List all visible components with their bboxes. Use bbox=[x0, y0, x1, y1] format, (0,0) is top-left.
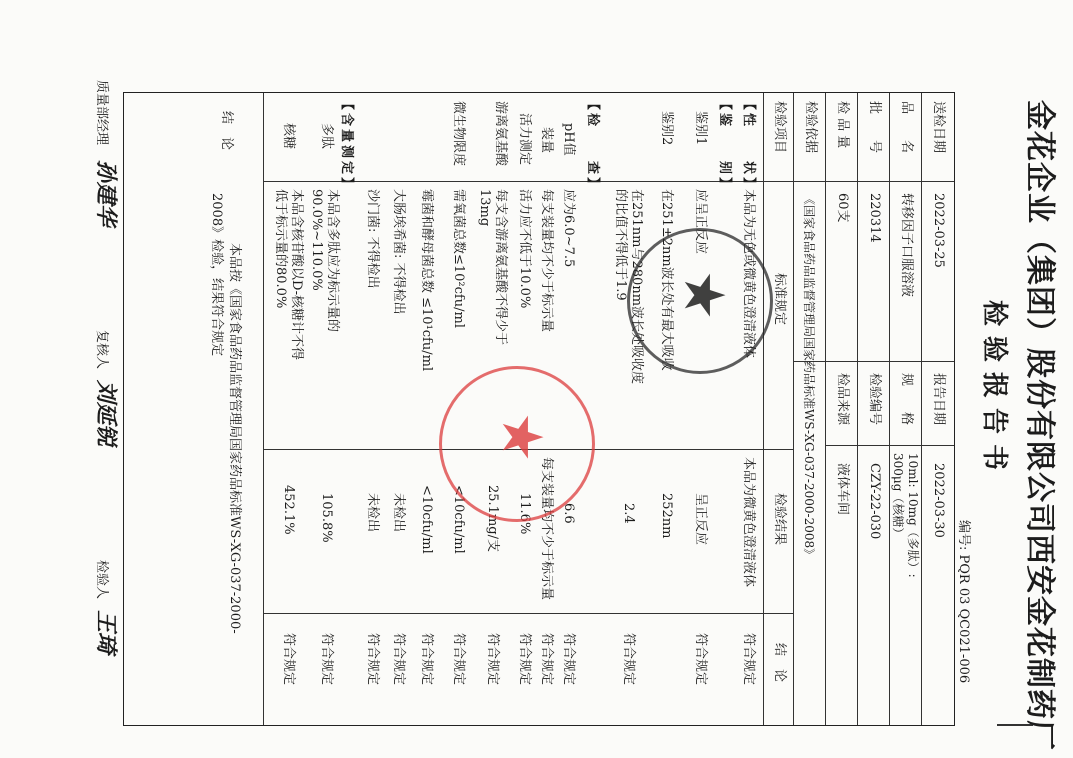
micro-conclusion-1: 符合规定 bbox=[451, 633, 466, 686]
qa-manager-label: 质量部经理 bbox=[94, 80, 109, 146]
amino-acid-result: 25.1mg/支 bbox=[485, 485, 500, 552]
ribose-standard-2: 低于标示量的80.0% bbox=[273, 189, 288, 309]
id2-item: 鉴别2 bbox=[659, 111, 674, 146]
document-number: 编号: PQR 03 QC021-006 bbox=[956, 520, 971, 684]
activity-conclusion: 符合规定 bbox=[517, 633, 532, 686]
qa-manager-signature: 孙建华 bbox=[93, 160, 118, 227]
ribose-standard-1: 本品含核苷酸以D-核糖计不得 bbox=[289, 189, 304, 361]
conclusion-label: 结 论 bbox=[219, 111, 234, 151]
id2-conclusion: 符合规定 bbox=[621, 633, 636, 686]
ph-standard: 应为6.0~7.5 bbox=[561, 189, 576, 268]
conclusion-line-1: 本品按《国家食品药品监督管理局国家药品标准WS-XG-037-2000- bbox=[227, 243, 242, 634]
reviewer-label: 复核人 bbox=[94, 330, 109, 370]
peptide-conclusion: 符合规定 bbox=[319, 633, 334, 686]
section-inspection: 【检 查】 bbox=[585, 97, 600, 194]
report-date: 2022-03-30 bbox=[931, 463, 946, 538]
fill-standard: 每支装量均不少于标示量 bbox=[539, 189, 554, 333]
report-title: 检验报告书 bbox=[979, 300, 1009, 481]
batch-number: 220314 bbox=[867, 193, 882, 243]
report-date-label: 报告日期 bbox=[931, 373, 946, 426]
ribose-item: 核糖 bbox=[281, 123, 296, 150]
conclusion-line-2: 2008》检验，结果符合规定 bbox=[209, 193, 224, 357]
id1-conclusion: 符合规定 bbox=[693, 633, 708, 686]
micro-standard-1: 需氧菌总数≤10²cfu/ml bbox=[451, 189, 466, 328]
source-label: 检品来源 bbox=[835, 373, 850, 426]
column-result: 检验结果 bbox=[772, 493, 787, 546]
peptide-item: 多肽 bbox=[319, 123, 334, 150]
microbial-limit-item: 微生物限度 bbox=[451, 101, 466, 167]
activity-result: 11.6% bbox=[517, 493, 532, 535]
micro-conclusion-4: 符合规定 bbox=[365, 633, 380, 686]
amino-acid-standard-1: 每支含游离氨基酸不得少于 bbox=[493, 189, 508, 346]
source: 液体车间 bbox=[835, 463, 850, 516]
company-name: 金花企业（集团）股份有限公司西安金花制药厂 bbox=[1022, 100, 1057, 751]
basis: 《国家食品药品监督管理局国家药品标准WS-XG-037-2000-2008》 bbox=[802, 193, 816, 561]
inspection-number: CZY-22-030 bbox=[867, 463, 882, 540]
column-item: 检验项目 bbox=[772, 101, 787, 154]
micro-result-4: 未检出 bbox=[365, 493, 380, 533]
micro-result-3: 未检出 bbox=[391, 493, 406, 533]
micro-standard-4: 沙门菌: 不得检出 bbox=[365, 189, 380, 289]
id1-standard: 应呈正反应 bbox=[693, 189, 708, 255]
quantity: 60支 bbox=[835, 193, 850, 223]
ribose-conclusion: 符合规定 bbox=[281, 633, 296, 686]
column-standard: 标准规定 bbox=[772, 273, 787, 326]
micro-standard-2: 霉菌和酵母菌总数 ≤10¹cfu/ml bbox=[419, 189, 434, 372]
inspection-number-label: 检验编号 bbox=[867, 373, 882, 426]
inspector-label: 检验人 bbox=[94, 560, 109, 600]
activity-item: 活力测定 bbox=[517, 113, 532, 166]
product-label: 品 名 bbox=[899, 101, 914, 154]
properties-result: 本品为微黄色澄清液体 bbox=[741, 457, 756, 588]
fill-conclusion: 符合规定 bbox=[539, 633, 554, 686]
ribose-result: 452.1% bbox=[281, 485, 296, 535]
micro-result-1: <10cfu/ml bbox=[451, 485, 466, 554]
micro-conclusion-2: 符合规定 bbox=[419, 633, 434, 686]
properties-conclusion: 符合规定 bbox=[741, 633, 756, 686]
column-conclusion: 结 论 bbox=[772, 643, 787, 683]
micro-standard-3: 大肠埃希菌: 不得检出 bbox=[391, 189, 406, 315]
peptide-result: 105.8% bbox=[319, 493, 334, 543]
ph-conclusion: 符合规定 bbox=[561, 633, 576, 686]
amino-acid-item: 游离氨基酸 bbox=[493, 101, 508, 167]
id1-item: 鉴别1 bbox=[693, 111, 708, 146]
micro-result-2: <10cfu/ml bbox=[419, 485, 434, 554]
spec-line-1: 10ml: 10mg（多肽）: bbox=[906, 453, 920, 578]
batch-label: 批 号 bbox=[867, 101, 882, 154]
spec-line-2: 300μg（核糖） bbox=[891, 453, 905, 540]
send-date-label: 送检日期 bbox=[931, 101, 946, 154]
reviewer-signature: 刘延锐 bbox=[93, 380, 118, 447]
peptide-standard-1: 本品含多肽应为标示量的 bbox=[325, 189, 340, 333]
amino-acid-standard-2: 13mg bbox=[477, 189, 492, 227]
activity-standard: 活力应不低于10.0% bbox=[517, 189, 532, 309]
seal-star-icon: ★ bbox=[671, 270, 736, 321]
id1-result: 呈正反应 bbox=[693, 493, 708, 546]
micro-conclusion-3: 符合规定 bbox=[391, 633, 406, 686]
qc-seal-star-icon: ★ bbox=[489, 412, 554, 463]
ph-result: 6.6 bbox=[561, 503, 576, 524]
id2-standard-3: 的比值不得低于1.9 bbox=[613, 189, 628, 301]
id2-standard-2: 在251nm与280nm波长处吸收度 bbox=[629, 189, 644, 385]
amino-acid-conclusion: 符合规定 bbox=[485, 633, 500, 686]
section-identification: 【鉴 别】 bbox=[717, 97, 732, 194]
inspector-signature: 王琦 bbox=[93, 610, 118, 655]
fill-result: 每支装量均不少于标示量 bbox=[539, 457, 554, 601]
spec-label: 规 格 bbox=[899, 373, 914, 426]
ph-item: pH值 bbox=[561, 123, 576, 156]
id2-result-2: 2.4 bbox=[621, 503, 636, 524]
section-assay: 【含量测定】 bbox=[339, 97, 354, 194]
section-properties: 【性 状】 bbox=[741, 97, 756, 194]
peptide-standard-2: 90.0%~110.0% bbox=[309, 189, 324, 291]
id2-standard-1: 在251±2nm波长处有最大吸收 bbox=[659, 189, 674, 371]
quantity-label: 检 品 量 bbox=[835, 101, 850, 149]
properties-standard: 本品为无色或微黄色澄清液体 bbox=[741, 189, 756, 359]
fill-item: 装量 bbox=[539, 127, 554, 154]
send-date: 2022-03-25 bbox=[931, 193, 946, 268]
basis-label: 检验依据 bbox=[803, 101, 818, 154]
product-name: 转移因子口服溶液 bbox=[899, 193, 914, 298]
id2-result-1: 252nm bbox=[659, 493, 674, 539]
